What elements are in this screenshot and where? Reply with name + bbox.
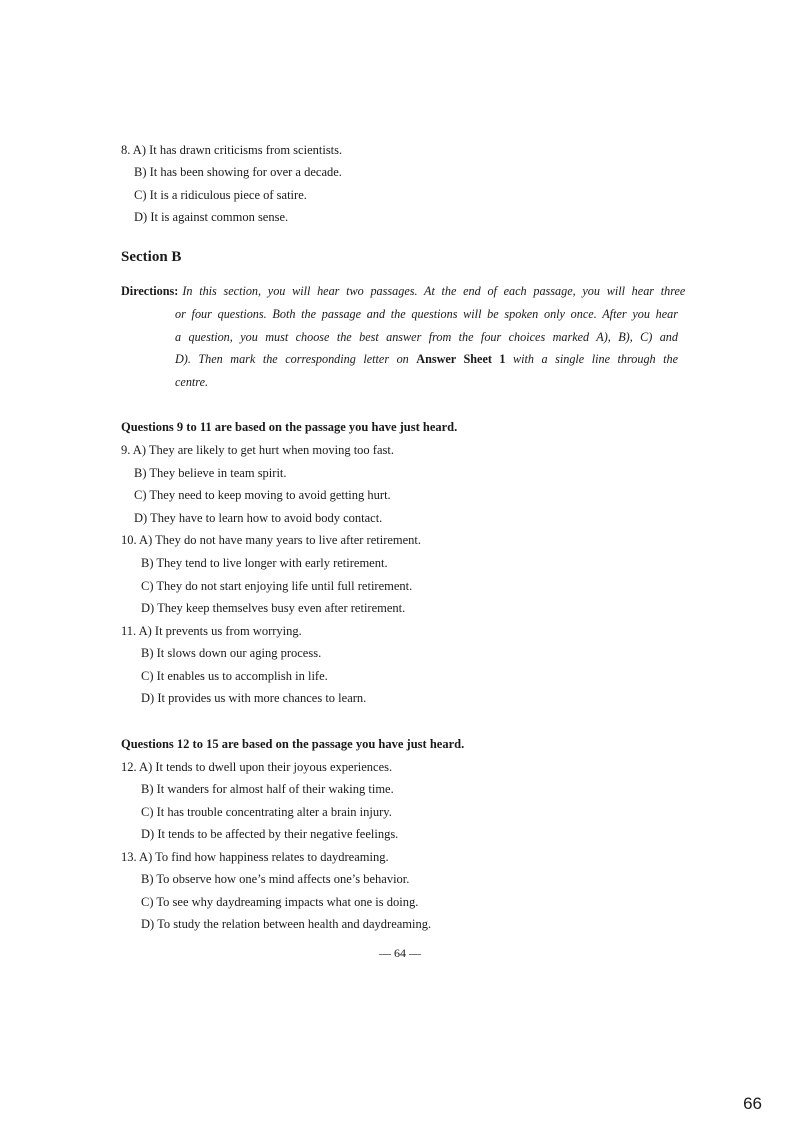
q11-option-c: C) It enables us to accomplish in life. bbox=[141, 669, 328, 683]
q9-option-b: B) They believe in team spirit. bbox=[134, 466, 287, 480]
q9-option-c: C) They need to keep moving to avoid getting hurt. bbox=[134, 488, 391, 502]
directions-line-5: centre. bbox=[175, 375, 209, 389]
q8-option-d: D) It is against common sense. bbox=[134, 210, 289, 224]
directions-line-1: In this section, you will hear two passages. At the end of each passage, you will hear three bbox=[182, 284, 686, 298]
q9-option-a: 9. A) They are likely to get hurt when moving too fast. bbox=[121, 443, 394, 457]
page-footer-label: — 64 — bbox=[379, 946, 421, 960]
page-number: 66 bbox=[743, 1094, 762, 1113]
q12-option-b: B) It wanders for almost half of their waking time. bbox=[141, 782, 394, 796]
q11-option-b: B) It slows down our aging process. bbox=[141, 646, 322, 660]
q13-option-a: 13. A) To find how happiness relates to daydreaming. bbox=[121, 850, 389, 864]
q9-option-d: D) They have to learn how to avoid body contact. bbox=[134, 511, 383, 525]
group-heading-9-11: Questions 9 to 11 are based on the passage you have just heard. bbox=[121, 420, 458, 434]
q12-option-c: C) It has trouble concentrating alter a brain injury. bbox=[141, 805, 392, 819]
directions-first-line bbox=[121, 284, 685, 299]
q10-option-d: D) They keep themselves busy even after retirement. bbox=[141, 601, 406, 615]
q11-option-d: D) It provides us with more chances to learn. bbox=[141, 691, 367, 705]
q8-option-b: B) It has been showing for over a decade. bbox=[134, 165, 342, 179]
directions-line-3: a question, you must choose the best answer from the four choices marked A), B), C) and bbox=[175, 330, 678, 344]
q10-option-a: 10. A) They do not have many years to live after retirement. bbox=[121, 533, 422, 547]
directions-label: Directions: bbox=[121, 284, 179, 298]
q8-option-c: C) It is a ridiculous piece of satire. bbox=[134, 188, 307, 202]
q12-option-a: 12. A) It tends to dwell upon their joyous experiences. bbox=[121, 760, 393, 774]
section-title: Section B bbox=[121, 249, 182, 265]
answer-sheet-reference: Answer Sheet 1 bbox=[416, 352, 506, 366]
q10-option-c: C) They do not start enjoying life until full retirement. bbox=[141, 579, 413, 593]
q11-option-a: 11. A) It prevents us from worrying. bbox=[121, 624, 302, 638]
q13-option-d: D) To study the relation between health and daydreaming. bbox=[141, 917, 432, 931]
q12-option-d: D) It tends to be affected by their negative feelings. bbox=[141, 827, 399, 841]
q13-option-c: C) To see why daydreaming impacts what one is doing. bbox=[141, 895, 419, 909]
q8-option-a: 8. A) It has drawn criticisms from scientists. bbox=[121, 143, 343, 157]
q13-option-b: B) To observe how one’s mind affects one’s behavior. bbox=[141, 872, 410, 886]
directions-line-2: or four questions. Both the passage and the questions will be spoken only once. After you hear bbox=[175, 307, 678, 321]
directions-line-4: D). Then mark the corresponding letter on Answer Sheet 1 with a single line through the bbox=[175, 352, 679, 366]
q10-option-b: B) They tend to live longer with early retirement. bbox=[141, 556, 388, 570]
group-heading-12-15: Questions 12 to 15 are based on the passage you have just heard. bbox=[121, 737, 465, 751]
